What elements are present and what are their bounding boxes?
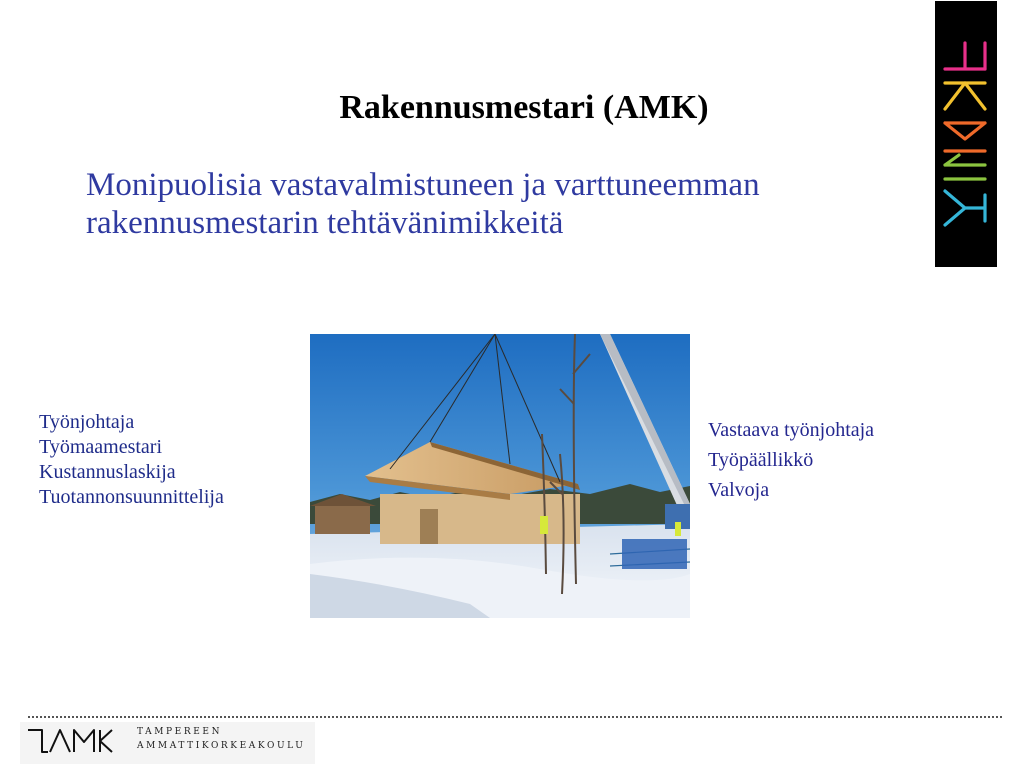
list-item: Valvoja <box>708 479 770 501</box>
footer-divider <box>28 716 1002 718</box>
list-item: Työpäällikkö <box>708 449 814 471</box>
list-item: Tuotannonsuunnittelija <box>39 486 224 508</box>
subtitle-line: Monipuolisia vastavalmistuneen ja varttuneemman <box>86 167 760 203</box>
slide-subtitle <box>86 166 926 242</box>
list-item: Työnjohtaja <box>39 411 135 433</box>
list-item: Kustannuslaskija <box>39 461 176 483</box>
tamk-logo-icon <box>935 1 997 267</box>
tamk-brand-panel <box>935 1 997 267</box>
construction-site-image <box>310 334 690 618</box>
footer-org-line1: TAMPEREEN <box>137 727 223 737</box>
footer-org-line2: AMMATTIKORKEAKOULU <box>137 741 306 751</box>
subtitle-line: rakennusmestarin tehtävänimikkeitä <box>86 205 564 241</box>
construction-photo <box>310 334 690 618</box>
list-item: Työmaamestari <box>39 436 162 458</box>
list-item: Vastaava työnjohtaja <box>708 419 875 441</box>
slide-title: Rakennusmestari (AMK) <box>339 89 709 126</box>
footer-org-name <box>137 725 305 753</box>
tamk-wordmark-icon <box>20 722 130 764</box>
left-job-titles <box>39 410 224 510</box>
right-job-titles <box>708 415 874 505</box>
